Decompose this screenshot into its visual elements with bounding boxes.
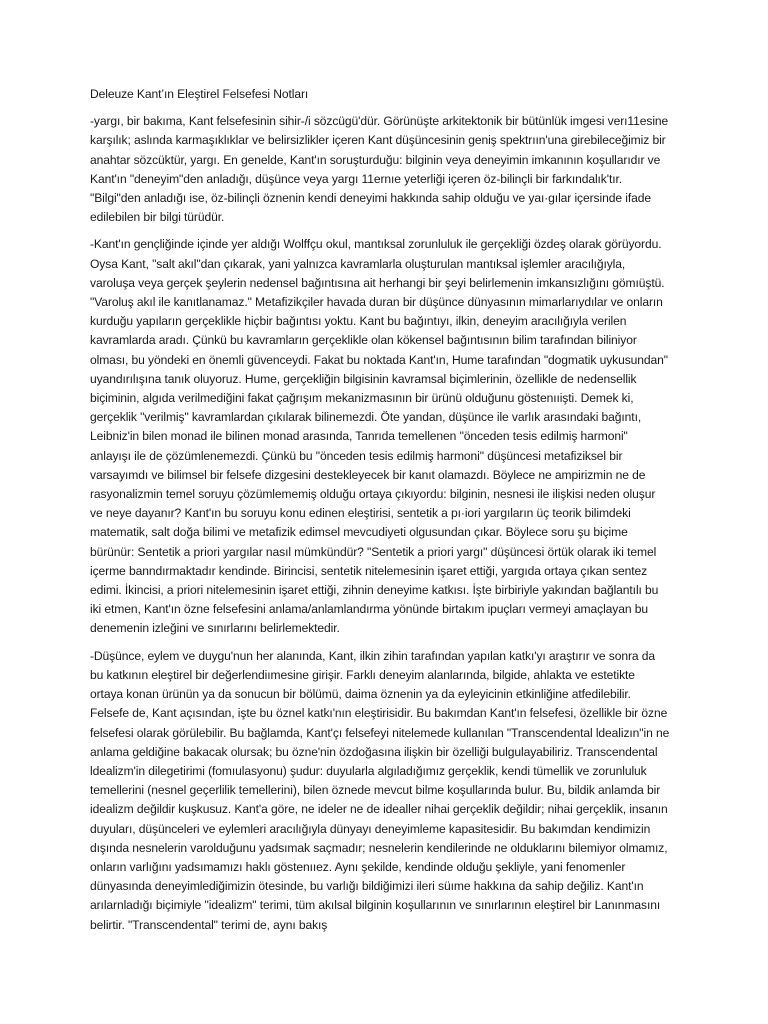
document-title: Deleuze Kant’ın Eleştirel Felsefesi Notları [90,87,309,101]
paragraph-2: -Kant'ın gençliğinde içinde yer aldığı Wolffçu okul, mantıksal zorunluluk ile gerçekliği özdeş olarak görüyordu. Oysa Kant, "salt akıl"dan çıkarak, yani yalnızca kavramlarla oluşturulan mantıksal işlemler aracılığıyla, varoluşa veya gerçek şeylerin nedensel bağıntısına ait herhangi bir şeyi belirlemenin imkansızlığını gömıüştü. "Varoluş akıl ile kanıtlanamaz." Metafizikçiler havada duran bir düşünce dünyasının mimarlarıydılar ve onların kurduğu yapıların gerçeklikle hiçbir bağıntısı yoktu. Kant bu bağıntıyı, ilkin, deneyim aracılığıyla verilen kavramlarda aradı. Çünkü bu kavramların gerçeklikle olan kökensel bağıntısının bilim tarafından biliniyor olması, bu yöndeki en önemli güvenceydi. Fakat bu noktada Kant'ın, Hume tarafından "dogmatik uykusundan" uyandırılışına tanık oluyoruz. Hume, gerçekliğin bilgisinin kavramsal biçimlerinin, özellikle de nedensellik biçiminin, algıda verilmediğini fakat çağrışım mekanizmasının bir ürünü olduğunu göstenııişti. Demek ki, gerçeklik "verilmiş" kavramlardan çıkılarak bilinemezdi. Öte yandan, düşünce ile varlık arasındaki bağıntı, Leibniz'in bilen monad ile bilinen monad arasında, Tanrıda temellenen "önceden tesis edilmiş harmoni" anlayışı ile de çözümlenemezdi. Çünkü bu "önceden tesis edilmiş harmoni" düşüncesi metafiziksel bir varsayımdı ve bilimsel bir felsefe dizgesini destekleyecek bir kanıt olamazdı. Böylece ne ampirizmin ne de rasyonalizmin temel soruyu çözümlememiş olduğu ortaya çıkıyordu: bilginin, nesnesi ile ilişkisi neden oluşur ve neye dayanır? Kant'ın bu soruyu konu edinen eleştirisi, sentetik a pı·iori yargıların üç teorik bilimdeki matematik, salt doğa bilimi ve metafizik edimsel mevcudiyeti olgusundan çıkar. Böylece soru şu biçime bürünür: Sentetik a priori yargılar nasıl mümkündür? "Sentetik a priori yargı" düşüncesi örtük olarak iki temel içerme banndırmaktadır kendinde. Birincisi, sentetik nitelemesinin işaret ettiği, yargıda ortaya çıkan sentez edimi. İkincisi, a priori nitelemesinin işaret ettiği, zihnin deneyime katkısı. İşte birbiriyle yakından bağlantılı bu iki etmen, Kant'ın özne felsefesini anlama/anlamlandırma yönünde birtakım ipuçları vermeyi amaçlayan bu denemenin izleğini ve sınırlarını belirlemektedir. [90,237,668,636]
document-body [90,85,670,943]
paragraph-3: -Düşünce, eylem ve duygu'nun her alanında, Kant, ilkin zihin tarafından yapılan katkı'yı araştırır ve sonra da bu katkının eleştirel bir değerlendiımesine girişir. Farklı deneyim alanlarında, bilgide, ahlakta ve estetikte ortaya konan ürünün ya da sonucun bir bölümü, daima öznenin ya da eyleyicinin etkinliğine atfedilebilir. Felsefe de, Kant açısından, işte bu öznel katkı'nın eleştirisidir. Bu bakımdan Kant'ın felsefesi, özellikle bir özne felsefesi olarak görülebilir. Bu bağlamda, Kant'çı felsefeyi nitelemede kullanılan "Transcendental ldealizın"in ne anlama geldiğine bakacak olursak; bu özne'nin özdoğasına ilişkin bir özelliği bulgulayabiliriz. Transcendental ldealizm'in dilegetirimi (fomıulasyonu) şudur: duyularla algıladığımız gerçeklik, kendi tümellik ve zorunluluk temellerini (nesnel geçerlilik temellerini), bilen öznede mevcut bilme koşullarında bulur. Bu, bildik anlamda bir idealizm değildir kuşkusuz. Kant'a göre, ne ideler ne de idealler nihai gerçeklik değildir; nihai gerçeklik, insanın duyuları, düşünceleri ve eylemleri aracılığıyla dünyayı deneyimleme kapasitesidir. Bu bakımdan kendimizin dışında nesnelerin varolduğunu yadsımak saçmadır; nesnelerin kendilerinde ne olduklarını bilemiyor olmamız, onların varlığını yadsımamızı haklı göstenııez. Aynı şekilde, kendinde olduğu şekliyle, yani fenomenler dünyasında deneyimlediğimizin ötesinde, bu varlığı bildiğimizi ileri süıme hakkına da sahip değiliz. Kant'ın arılarnladığı biçimiyle "idealizm" terimi, tüm akılsal bilginin koşullarının ve sınırlarının eleştirel bir Lanınmasını belirtir. "Transcendental" terimi de, aynı bakış [90,648,670,932]
paragraph-1: -yargı, bir bakıma, Kant felsefesinin sihir-/i sözcügü'dür. Görünüşte arkitektonik bir bütünlük imgesi verı11esine karşılık; aslında karmaşıklıklar ve belirsizlikler içeren Kant düşüncesinin geniş spektrıın'una girebileceğimiz bir anahtar sözcüktür, yargı. En genelde, Kant'ın soruşturduğu: bilginin veya deneyimin imkanının koşullarıdır ve Kant'ın "deneyim"den anladığı, düşünce veya yargı 11ernıe yeterliği içeren öz-bilinçli bir farkındalık'tır. "Bilgi"den anladığı ise, öz-bilinçli öznenin kendi deneyimi hakkında sahip olduğu ve yaı·gılar içersinde ifade edilebilen bir bilgi türüdür. [90,114,669,225]
